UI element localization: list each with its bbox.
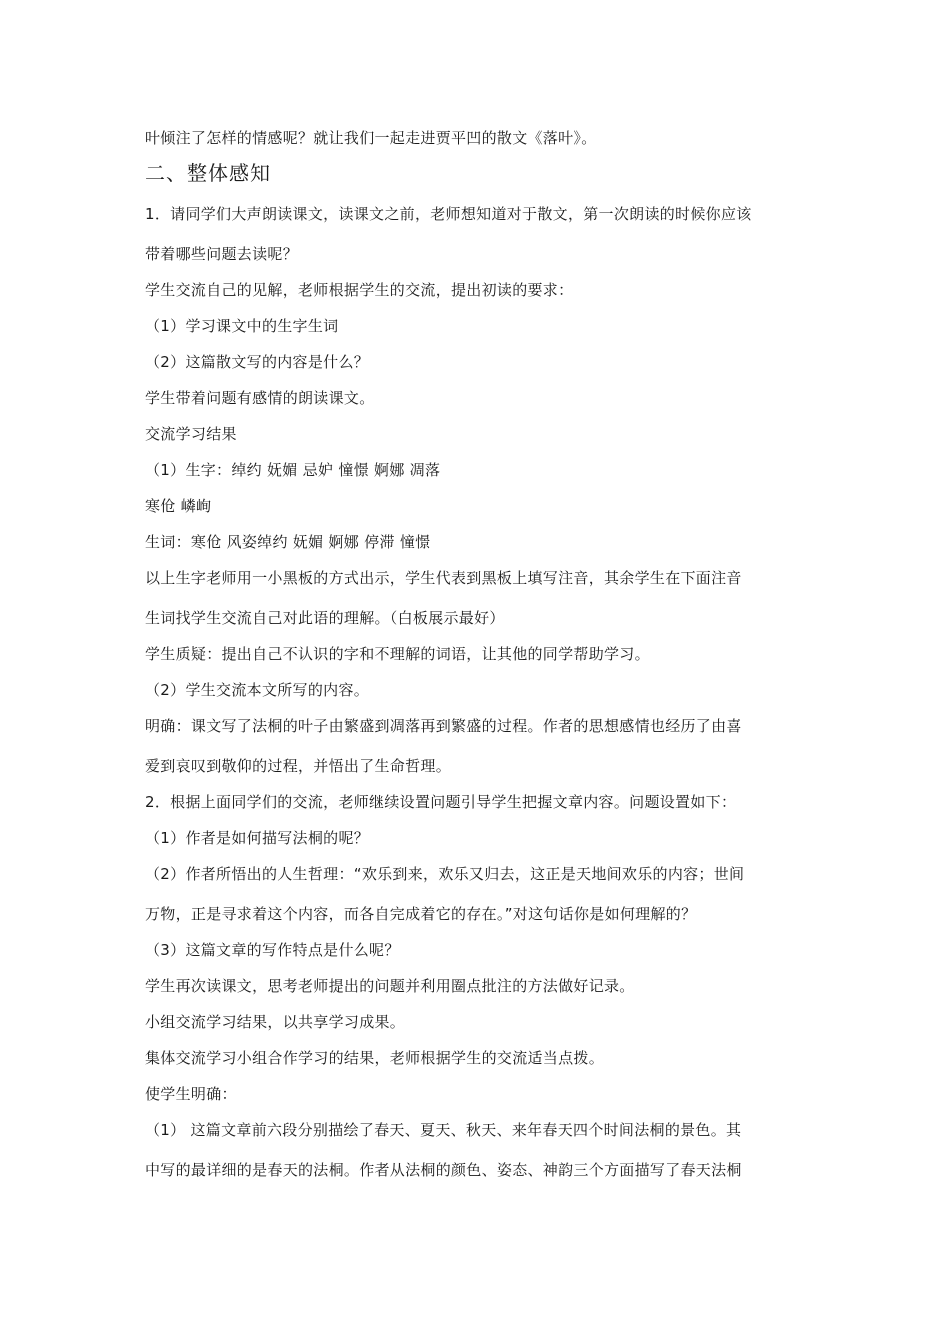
paragraph-line: 使学生明确：: [145, 1085, 237, 1103]
paragraph-line: （1） 这篇文章前六段分别描绘了春天、夏天、秋天、来年春天四个时间法桐的景色。其: [145, 1121, 742, 1139]
paragraph-line: 学生带着问题有感情的朗读课文。: [145, 389, 375, 407]
paragraph-line: 中写的最详细的是春天的法桐。作者从法桐的颜色、姿态、神韵三个方面描写了春天法桐: [145, 1161, 742, 1179]
paragraph-line: （1）作者是如何描写法桐的呢？: [145, 829, 370, 847]
paragraph-line: 万物，正是寻求着这个内容，而各自完成着它的存在。”对这句话你是如何理解的？: [145, 905, 697, 923]
paragraph-line: （1）学习课文中的生字生词: [145, 317, 339, 335]
paragraph-line: 生词：寒伧 风姿绰约 妩媚 婀娜 停滞 憧憬: [145, 533, 431, 551]
paragraph-line: 小组交流学习结果，以共享学习成果。: [145, 1013, 406, 1031]
paragraph-line: 学生交流自己的见解，老师根据学生的交流，提出初读的要求：: [145, 281, 574, 299]
paragraph-line: 爱到哀叹到敬仰的过程，并悟出了生命哲理。: [145, 757, 452, 775]
paragraph-line: 生词找学生交流自己对此语的理解。（白板展示最好）: [145, 609, 505, 627]
paragraph-line: 叶倾注了怎样的情感呢？就让我们一起走进贾平凹的散文《落叶》。: [145, 129, 597, 147]
paragraph-line: （2）作者所悟出的人生哲理：“欢乐到来，欢乐又归去，这正是天地间欢乐的内容；世间: [145, 865, 745, 883]
paragraph-line: 1．请同学们大声朗读课文，读课文之前，老师想知道对于散文，第一次朗读的时候你应该: [145, 205, 752, 223]
section-heading: 二、整体感知: [145, 161, 271, 185]
paragraph-line: 集体交流学习小组合作学习的结果，老师根据学生的交流适当点拨。: [145, 1049, 605, 1067]
paragraph-line: （2）这篇散文写的内容是什么？: [145, 353, 370, 371]
paragraph-line: （2）学生交流本文所写的内容。: [145, 681, 370, 699]
paragraph-line: 带着哪些问题去读呢？: [145, 245, 299, 263]
paragraph-line: 2．根据上面同学们的交流，老师继续设置问题引导学生把握文章内容。问题设置如下：: [145, 793, 737, 811]
paragraph-line: 学生再次读课文，思考老师提出的问题并利用圈点批注的方法做好记录。: [145, 977, 635, 995]
paragraph-line: 交流学习结果: [145, 425, 237, 443]
paragraph-line: （3）这篇文章的写作特点是什么呢？: [145, 941, 400, 959]
paragraph-line: 学生质疑：提出自己不认识的字和不理解的词语，让其他的同学帮助学习。: [145, 645, 650, 663]
paragraph-line: 以上生字老师用一小黑板的方式出示，学生代表到黑板上填写注音，其余学生在下面注音: [145, 569, 742, 587]
paragraph-line: 寒伧 嶙峋: [145, 497, 212, 515]
paragraph-line: 明确：课文写了法桐的叶子由繁盛到凋落再到繁盛的过程。作者的思想感情也经历了由喜: [145, 717, 742, 735]
paragraph-line: （1）生字：绰约 妩媚 忌妒 憧憬 婀娜 凋落: [145, 461, 441, 479]
